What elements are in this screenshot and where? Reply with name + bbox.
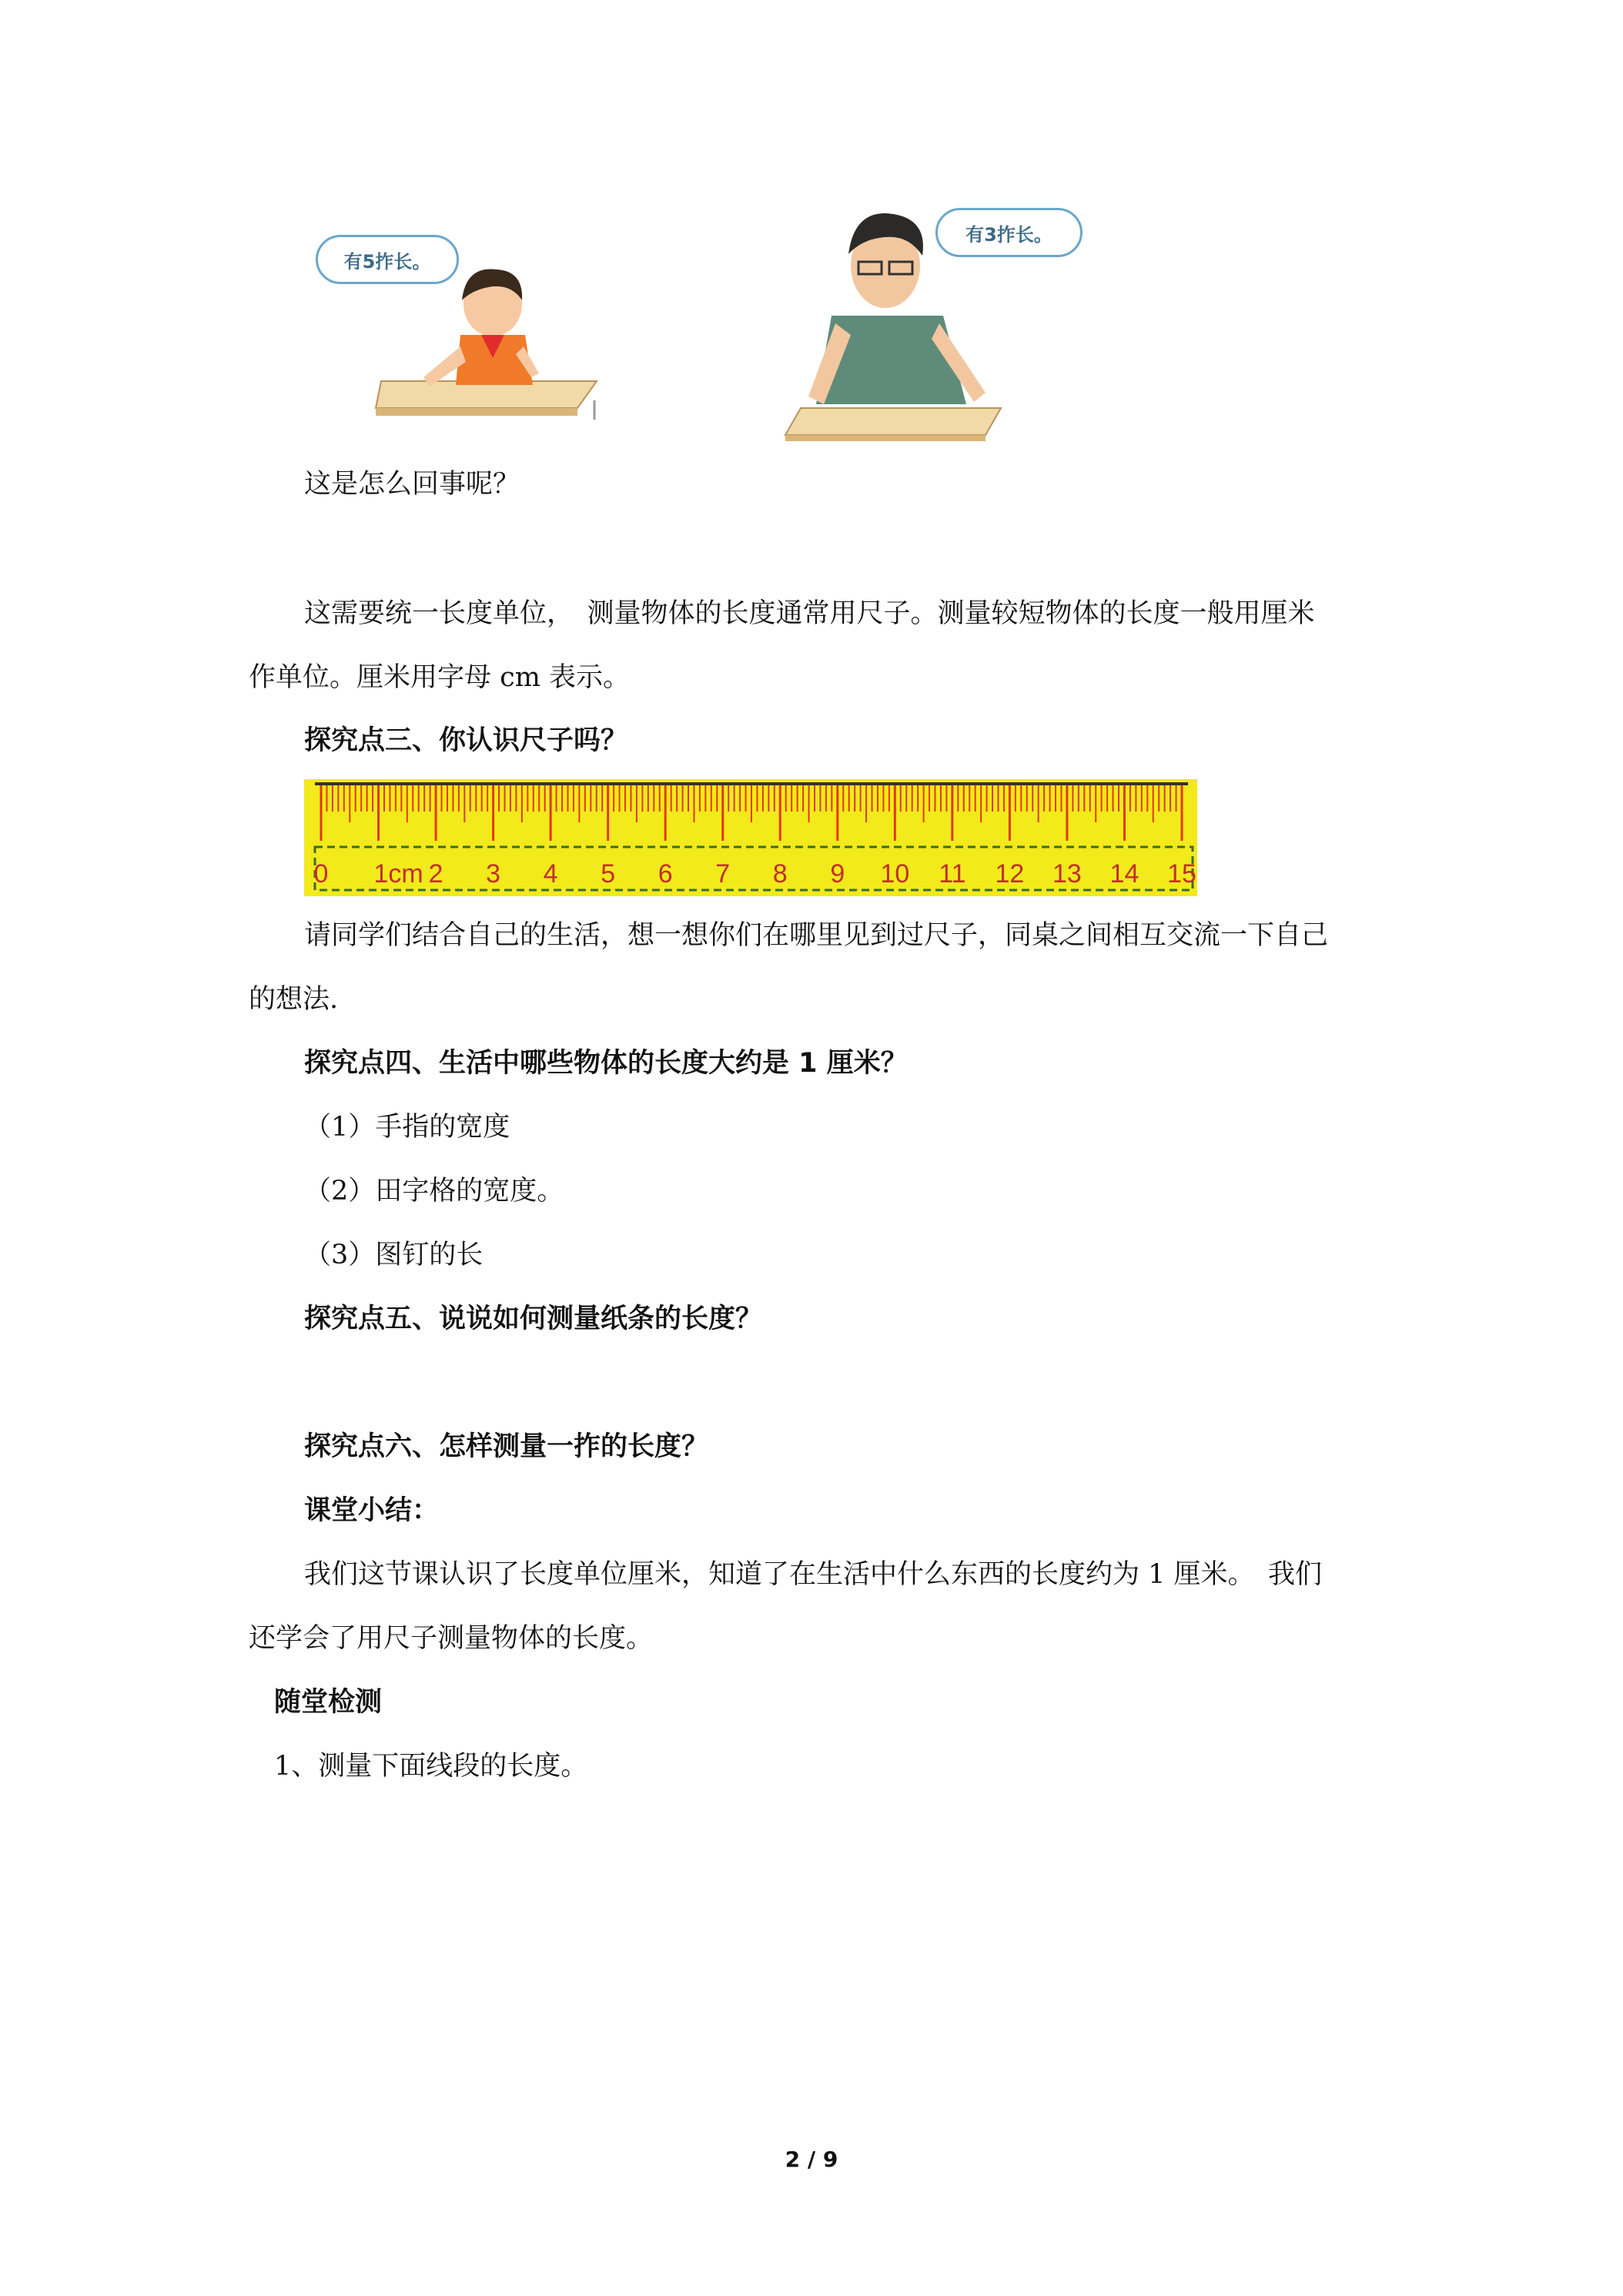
ruler-label: 8 xyxy=(772,859,788,889)
boy-speech-bubble: 有5拃长。 xyxy=(316,235,459,284)
ruler-label: 11 xyxy=(939,859,966,889)
ruler-label: 10 xyxy=(880,859,910,889)
ruler-label: 15 xyxy=(1167,859,1196,889)
summary-paragraph-line2: 还学会了用尺子测量物体的长度。 xyxy=(249,1623,654,1654)
point3-heading: 探究点三、你认识尺子吗？ xyxy=(304,725,628,756)
unify-paragraph-line1: 这需要统一长度单位， 测量物体的长度通常用尺子。测量较短物体的长度一般用厘米 xyxy=(304,598,1315,629)
man-speech-bubble: 有3拃长。 xyxy=(935,208,1083,257)
ruler-label: 3 xyxy=(486,859,501,889)
ruler-label: 1cm xyxy=(373,859,423,889)
ruler-label: 7 xyxy=(715,859,731,889)
ruler-label: 9 xyxy=(830,859,845,889)
point6-heading: 探究点六、怎样测量一拃的长度？ xyxy=(304,1431,709,1462)
test-question-1: 1、测量下面线段的长度。 xyxy=(274,1751,588,1782)
ruler-label: 0 xyxy=(313,859,329,889)
life-paragraph-line2: 的想法. xyxy=(249,984,339,1015)
list-item-1: （1）手指的宽度 xyxy=(304,1112,510,1143)
test-heading: 随堂检测 xyxy=(274,1687,383,1718)
list-item-3: （3）图钉的长 xyxy=(304,1240,484,1270)
ruler-label: 12 xyxy=(995,859,1025,889)
ruler-label: 6 xyxy=(658,859,673,889)
point5-heading: 探究点五、说说如何测量纸条的长度？ xyxy=(304,1304,763,1334)
unify-paragraph-line2: 作单位。厘米用字母 cm 表示。 xyxy=(249,662,631,693)
summary-heading: 课堂小结： xyxy=(304,1495,440,1526)
ruler-label: 2 xyxy=(428,859,443,889)
ruler-label: 14 xyxy=(1109,859,1139,889)
ruler-label: 5 xyxy=(601,859,616,889)
life-paragraph-line1: 请同学们结合自己的生活，想一想你们在哪里见到过尺子，同桌之间相互交流一下自己 xyxy=(304,920,1329,951)
ruler-label: 13 xyxy=(1052,859,1082,889)
ruler-graphic xyxy=(304,779,1197,896)
point4-heading: 探究点四、生活中哪些物体的长度大约是 1 厘米？ xyxy=(304,1048,908,1079)
summary-paragraph-line1: 我们这节课认识了长度单位厘米，知道了在生活中什么东西的长度约为 1 厘米。 我们 xyxy=(304,1559,1323,1590)
question-text: 这是怎么回事呢？ xyxy=(304,469,520,500)
page-number: 2 / 9 xyxy=(785,2147,838,2172)
ruler-label: 4 xyxy=(543,859,558,889)
ruler-image xyxy=(304,779,1197,896)
list-item-2: （2）田字格的宽度。 xyxy=(304,1176,564,1207)
